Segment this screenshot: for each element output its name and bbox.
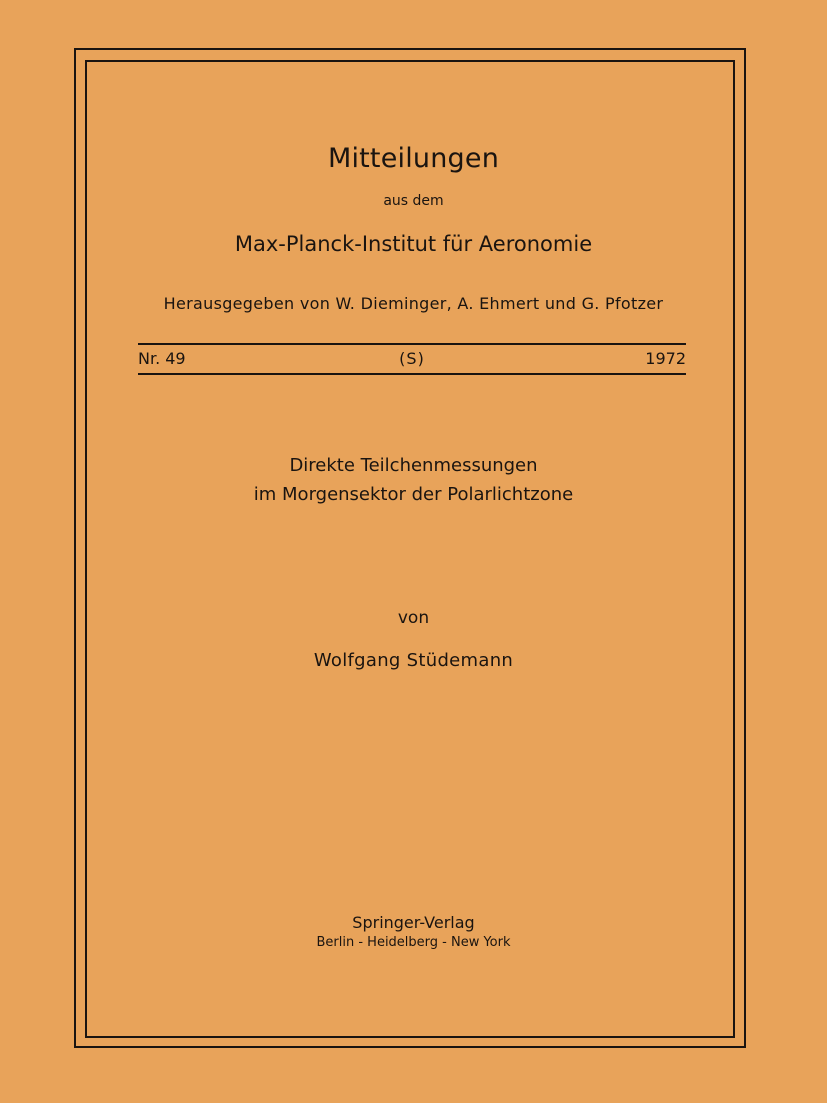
publisher-places: Berlin - Heidelberg - New York (316, 935, 511, 950)
divider-bottom (138, 373, 686, 375)
issue-year: 1972 (645, 349, 686, 368)
institute-name: Max-Planck-Institut für Aeronomie (234, 232, 593, 256)
work-title-line-2: im Morgensektor der Polarlichtzone (253, 484, 574, 505)
divider-top (138, 343, 686, 345)
series-subtitle: aus dem (383, 193, 444, 209)
work-title-line-1: Direkte Teilchenmessungen (289, 455, 538, 476)
issue-row (138, 349, 686, 371)
issue-series-mark: (S) (399, 349, 425, 368)
issue-number: Nr. 49 (138, 349, 186, 368)
editors-line: Herausgegeben von W. Dieminger, A. Ehmert und G. Pfotzer (163, 294, 664, 313)
series-title: Mitteilungen (327, 143, 500, 174)
author-name: Wolfgang Stüdemann (313, 650, 514, 671)
publisher-name: Springer-Verlag (352, 913, 475, 932)
by-label: von (397, 608, 430, 628)
